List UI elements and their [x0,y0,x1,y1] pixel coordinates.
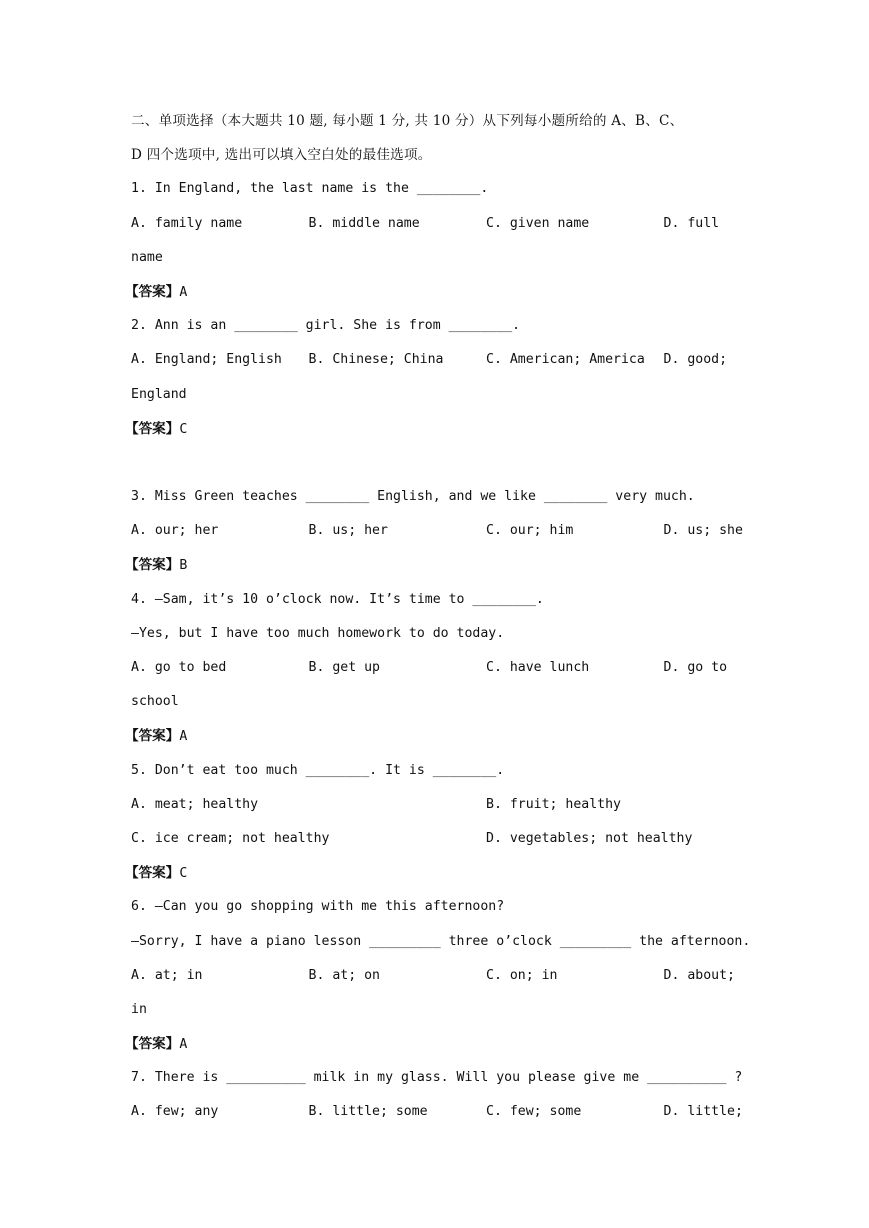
option-a: A. our; her [131,523,219,539]
option-a: A. few; any [131,1104,219,1120]
option-wrap: England [131,386,187,402]
question-stem: 4. —Sam, it’s 10 o’clock now. It’s time to ________. [131,591,544,607]
answer-label: 【答案】 [125,1036,180,1053]
answer-line [125,275,751,309]
question-4 [125,583,751,754]
spacer [131,446,751,480]
answer-value: C [179,421,188,437]
option-c: C. few; some [486,1104,582,1120]
option-wrap: school [131,694,179,710]
answer-value: A [179,1037,188,1053]
option-d: D. good; [663,352,728,368]
option-a: A. go to bed [131,660,227,675]
answer-line [125,856,751,890]
question-stem: 6. —Can you go shopping with me this afternoon? [131,899,505,915]
answer-label: 【答案】 [125,420,180,437]
question-3 [125,480,751,583]
options-row [131,651,751,685]
answer-line [125,548,751,582]
question-stem: 7. There is __________ milk in my glass. Will you please give me __________ ? [131,1070,743,1086]
option-d: D. go to [663,660,728,675]
option-c: C. American; America [486,352,645,368]
question-2 [125,309,751,446]
question-1 [125,172,751,309]
options-row [131,207,751,241]
options-row-2 [131,822,751,856]
option-b: B. fruit; healthy [486,796,621,812]
option-b: B. middle name [308,215,420,231]
answer-line [125,1027,751,1061]
question-stem: 1. In England, the last name is the ________. [131,181,489,197]
option-b: B. get up [308,660,380,675]
option-a: A. family name [131,215,243,231]
option-c: C. have lunch [486,660,590,675]
option-c: C. ice cream; not healthy [131,830,330,846]
question-stem: 2. Ann is an ________ girl. She is from ________. [131,318,521,334]
option-a: A. meat; healthy [131,796,259,812]
question-stem-line-2: —Yes, but I have too much homework to do today. [131,625,505,641]
section-intro-line-1: 二、单项选择（本大题共 10 题, 每小题 1 分, 共 10 分）从下列每小题所给的 A、B、C、 [131,113,684,129]
option-b: B. Chinese; China [308,352,444,368]
option-c: C. given name [486,215,590,231]
option-c: C. our; him [486,523,574,539]
option-b: B. at; on [308,967,380,983]
answer-line [125,412,751,446]
answer-value: A [179,729,188,745]
document-page [125,104,751,1130]
answer-label: 【答案】 [125,728,180,745]
options-row [131,343,751,377]
section-intro-line-2: D 四个选项中, 选出可以填入空白处的最佳选项。 [131,147,432,164]
option-a: A. England; English [131,352,282,368]
option-d: D. little; [663,1104,743,1120]
answer-value: B [179,558,188,574]
answer-value: C [179,866,188,882]
answer-label: 【答案】 [125,865,180,882]
option-d: D. full [663,215,720,231]
answer-label: 【答案】 [125,557,180,574]
options-row [131,1095,751,1129]
question-stem: 3. Miss Green teaches ________ English, and we like ________ very much. [131,489,695,505]
question-5 [125,754,751,891]
option-a: A. at; in [131,967,203,983]
answer-value: A [179,284,188,300]
option-d: D. us; she [663,523,743,539]
option-c: C. on; in [486,967,558,983]
option-wrap: in [131,1001,147,1017]
option-d: D. about; [663,967,735,983]
question-stem-line-2: —Sorry, I have a piano lesson _________ three o’clock _________ the afternoon. [131,933,751,949]
option-d: D. vegetables; not healthy [486,830,693,846]
option-b: B. little; some [308,1104,428,1120]
question-7 [131,1061,751,1129]
options-row [131,514,751,548]
option-wrap: name [131,249,163,265]
answer-line [125,719,751,753]
options-row-1 [131,788,751,822]
question-stem: 5. Don’t eat too much ________. It is ________. [131,762,505,778]
question-6 [125,890,751,1061]
answer-label: 【答案】 [125,283,180,300]
option-b: B. us; her [308,523,388,539]
options-row [131,959,751,993]
